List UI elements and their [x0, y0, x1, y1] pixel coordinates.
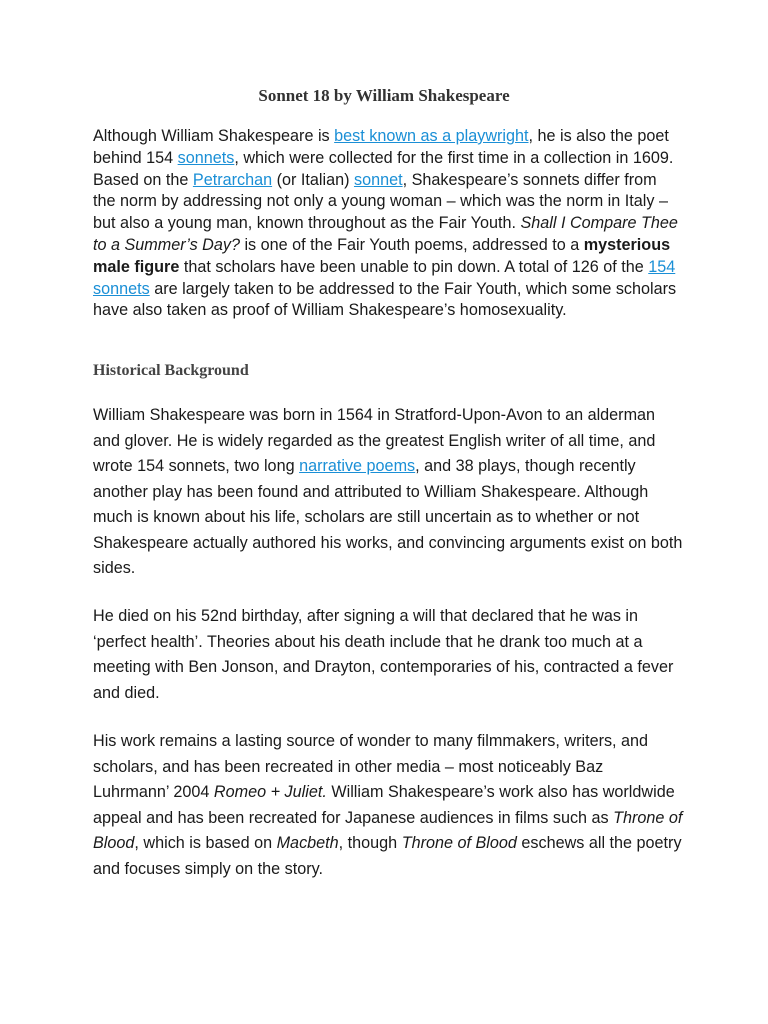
- text-run: that scholars have been unable to pin down. A total of 126 of the: [179, 257, 649, 276]
- link-best-known-as-playwright[interactable]: best known as a playwright: [334, 127, 529, 145]
- poem-title-italic: Shall I Compare Thee to a Summer’s Day?: [93, 214, 678, 254]
- link-sonnets[interactable]: sonnets: [177, 148, 235, 167]
- text-run: , though: [338, 834, 402, 852]
- text-run: Although William Shakespeare is: [93, 127, 335, 145]
- text-run: William Shakespeare’s work also has worldwide appeal and has been recreated for Japanese audiences in films such as: [93, 783, 675, 827]
- film-title-italic: Romeo + Juliet.: [213, 783, 327, 801]
- text-run: are largely taken to be addressed to the Fair Youth, which some scholars have also taken as proof of William Shakespeare’s homosexuality.: [93, 279, 677, 320]
- death-paragraph: He died on his 52nd birthday, after signing a will that declared that he was in ‘perfect health’. Theories about his death include that he drank too much at a meeting with Ben Jonson, and Drayton, contemporaries of his, contracted a fever and died.: [93, 607, 674, 702]
- film-title-italic: Throne of Blood: [401, 834, 517, 852]
- biography-paragraph: [93, 403, 683, 582]
- text-run: is one of the Fair Youth poems, addressed to a: [239, 235, 584, 254]
- link-narrative-poems[interactable]: narrative poems: [299, 457, 416, 475]
- text-run: eschews all the poetry and focuses simply on the story.: [93, 834, 682, 878]
- link-154-sonnets[interactable]: 154 sonnets: [93, 257, 676, 298]
- text-run: , he is also the poet behind 154: [93, 127, 669, 167]
- bold-phrase: mysterious male figure: [93, 235, 671, 276]
- play-title-italic: Macbeth: [276, 834, 339, 852]
- film-title-italic: Throne of Blood: [93, 808, 683, 852]
- text-run: , Shakespeare’s sonnets differ from the norm by addressing not only a young woman – which was the norm in Italy – but also a young man, known throughout as the Fair Youth.: [93, 170, 668, 233]
- link-petrarchan[interactable]: Petrarchan: [192, 170, 273, 189]
- link-sonnet[interactable]: sonnet: [353, 170, 403, 189]
- legacy-paragraph: [93, 729, 683, 882]
- text-run: , which is based on: [134, 834, 277, 852]
- page-title: Sonnet 18 by William Shakespeare: [258, 86, 510, 105]
- text-run: , and 38 plays, though recently another play has been found and attributed to William Shakespeare. Although much is known about his life, scholars are still uncertain as to whether or not Shakespeare actually authored his works, and convincing arguments exist on both sides.: [93, 457, 683, 577]
- section-heading-historical-background: Historical Background: [93, 362, 249, 379]
- intro-paragraph: [93, 126, 683, 322]
- text-run: , which were collected for the first time in a collection in 1609. Based on the: [93, 148, 674, 189]
- text-run: His work remains a lasting source of wonder to many filmmakers, writers, and scholars, and has been recreated in other media – most noticeably Baz Luhrmann’ 2004: [93, 732, 649, 801]
- text-run: (or Italian): [272, 170, 354, 189]
- text-run: William Shakespeare was born in 1564 in Stratford-Upon-Avon to an alderman and glover. He is widely regarded as the greatest English writer of all time, and wrote 154 sonnets, two long: [93, 406, 656, 475]
